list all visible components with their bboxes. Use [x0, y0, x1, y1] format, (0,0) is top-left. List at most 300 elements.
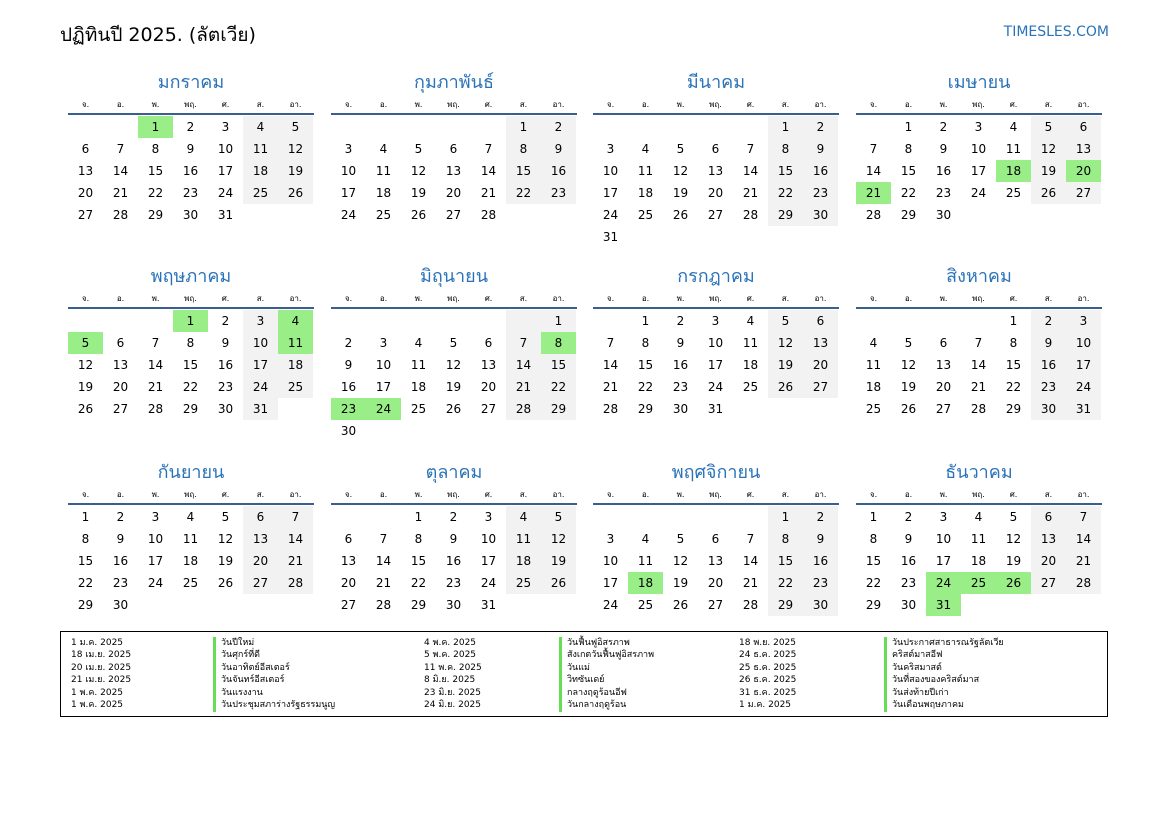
day-cell: 20 [77, 186, 94, 200]
day-cell: 31 [602, 230, 619, 244]
day-cell: 16 [541, 160, 576, 182]
day-cell: 5 [278, 116, 313, 138]
day-cell: 8 [81, 532, 90, 546]
legend-date: 1 ม.ค. 2025 [71, 638, 124, 648]
day-cell: 22 [865, 576, 882, 590]
weekday-label: ศ. [1009, 490, 1018, 499]
day-cell: 11 [182, 532, 199, 546]
day-cell: 30 [935, 208, 952, 222]
day-cell: 31 [480, 598, 497, 612]
day-cell: 30 [182, 208, 199, 222]
day-cell: 30 [672, 402, 689, 416]
day-cell: 20 [707, 186, 724, 200]
day-cell: 10 [1066, 332, 1101, 354]
day-cell: 6 [939, 336, 948, 350]
day-cell: 18 [243, 160, 278, 182]
day-cell: 9 [904, 532, 913, 546]
day-cell: 19 [672, 186, 689, 200]
empty-cell [733, 506, 768, 528]
day-cell: 19 [445, 380, 462, 394]
day-cell: 1 [768, 116, 803, 138]
day-cell: 8 [186, 336, 195, 350]
day-cell: 14 [865, 164, 882, 178]
weekday-label: ส. [256, 294, 265, 303]
weekday-header [68, 96, 314, 115]
month-name: มิถุนายน [419, 266, 489, 287]
day-cell: 22 [147, 186, 164, 200]
weekday-label: อา. [814, 294, 827, 303]
day-cell: 13 [935, 358, 952, 372]
weekday-label: ศ. [484, 294, 493, 303]
day-cell: 2 [676, 314, 685, 328]
day-cell: 17 [147, 554, 164, 568]
month-block [331, 460, 577, 616]
day-cell: 10 [340, 164, 357, 178]
day-cell: 22 [506, 182, 541, 204]
weekday-label: พ. [151, 294, 160, 303]
day-cell: 17 [1066, 354, 1101, 376]
month-name: มกราคม [157, 72, 225, 93]
weekday-header [331, 96, 577, 115]
day-cell: 7 [506, 332, 541, 354]
day-cell: 27 [707, 208, 724, 222]
day-cell: 2 [904, 510, 913, 524]
day-cell: 11 [970, 532, 987, 546]
day-cell: 28 [742, 208, 759, 222]
day-cell: 17 [217, 164, 234, 178]
day-cell: 10 [970, 142, 987, 156]
empty-cell [68, 116, 103, 138]
day-cell: 17 [480, 554, 497, 568]
legend-holiday-name: วันฟื้นฟูอิสรภาพ [567, 638, 630, 648]
weekday-label: อ. [379, 100, 388, 109]
day-cell: 18 [742, 358, 759, 372]
empty-cell [366, 506, 401, 528]
day-cell: 12 [541, 528, 576, 550]
legend-holiday-name: วันที่สองของคริสต์มาส [892, 675, 980, 686]
day-cell: 11 [243, 138, 278, 160]
day-cell: 13 [707, 554, 724, 568]
legend-holiday-name: วันเดือนพฤษภาคม [892, 700, 964, 711]
weekday-label: ส. [519, 100, 528, 109]
holiday-day: 11 [278, 332, 313, 354]
day-cell: 14 [147, 358, 164, 372]
month-block [593, 70, 839, 248]
weekday-label: พฤ. [709, 490, 722, 499]
day-cell: 15 [768, 550, 803, 572]
day-cell: 15 [541, 354, 576, 376]
day-grid [68, 310, 314, 420]
day-cell: 19 [768, 354, 803, 376]
day-cell: 29 [768, 204, 803, 226]
day-cell: 9 [803, 138, 838, 160]
day-cell: 3 [379, 336, 388, 350]
day-cell: 21 [147, 380, 164, 394]
weekday-label: พ. [676, 100, 685, 109]
day-cell: 18 [278, 354, 313, 376]
weekday-label: พ. [414, 100, 423, 109]
day-cell: 26 [541, 572, 576, 594]
day-cell: 28 [375, 598, 392, 612]
legend-holiday-name: วันส่งท้ายปีเก่า [892, 687, 949, 698]
day-cell: 3 [344, 142, 353, 156]
day-cell: 1 [541, 310, 576, 332]
day-cell: 21 [602, 380, 619, 394]
holiday-day: 5 [68, 332, 103, 354]
weekday-label: อ. [904, 490, 913, 499]
month-name: สิงหาคม [946, 266, 1012, 287]
weekday-header [856, 290, 1102, 309]
day-cell: 3 [484, 510, 493, 524]
holiday-day: 26 [996, 572, 1031, 594]
day-cell: 16 [803, 160, 838, 182]
day-cell: 29 [147, 208, 164, 222]
day-cell: 27 [1066, 182, 1101, 204]
legend-date: 1 ม.ค. 2025 [739, 700, 792, 711]
legend-date: 4 พ.ค. 2025 [424, 638, 477, 648]
weekday-label: ส. [256, 100, 265, 109]
day-cell: 5 [676, 142, 685, 156]
day-cell: 11 [742, 336, 759, 350]
day-cell: 5 [904, 336, 913, 350]
day-cell: 12 [672, 554, 689, 568]
day-cell: 1 [641, 314, 650, 328]
day-cell: 25 [637, 598, 654, 612]
day-cell: 28 [602, 402, 619, 416]
day-cell: 14 [1066, 528, 1101, 550]
day-cell: 24 [340, 208, 357, 222]
day-cell: 20 [340, 576, 357, 590]
day-cell: 7 [974, 336, 983, 350]
legend-marker [559, 637, 562, 712]
empty-cell [506, 310, 541, 332]
empty-cell [138, 310, 173, 332]
day-cell: 21 [506, 376, 541, 398]
holiday-day: 20 [1066, 160, 1101, 182]
day-cell: 8 [506, 138, 541, 160]
day-cell: 24 [243, 376, 278, 398]
day-cell: 5 [1031, 116, 1066, 138]
day-cell: 26 [410, 208, 427, 222]
day-cell: 13 [112, 358, 129, 372]
day-cell: 30 [217, 402, 234, 416]
day-cell: 10 [217, 142, 234, 156]
weekday-label: ส. [519, 294, 528, 303]
day-cell: 16 [935, 164, 952, 178]
day-cell: 3 [151, 510, 160, 524]
day-cell: 19 [1031, 160, 1066, 182]
day-cell: 21 [480, 186, 497, 200]
weekday-label: จ. [81, 294, 90, 303]
day-cell: 28 [278, 572, 313, 594]
weekday-label: จ. [606, 294, 615, 303]
weekday-label: พ. [676, 294, 685, 303]
day-cell: 30 [445, 598, 462, 612]
day-cell: 31 [217, 208, 234, 222]
day-cell: 10 [935, 532, 952, 546]
weekday-label: อา. [1077, 490, 1090, 499]
empty-cell [366, 116, 401, 138]
day-cell: 3 [974, 120, 983, 134]
day-cell: 6 [243, 506, 278, 528]
day-cell: 27 [445, 208, 462, 222]
day-cell: 9 [221, 336, 230, 350]
day-cell: 10 [375, 358, 392, 372]
weekday-label: จ. [344, 294, 353, 303]
weekday-label: อา. [814, 490, 827, 499]
weekday-header [331, 290, 577, 309]
day-grid [593, 116, 839, 248]
day-cell: 11 [637, 164, 654, 178]
empty-cell [401, 116, 436, 138]
day-cell: 27 [935, 402, 952, 416]
weekday-label: จ. [869, 100, 878, 109]
day-cell: 9 [1031, 332, 1066, 354]
day-cell: 9 [803, 528, 838, 550]
day-cell: 9 [344, 358, 353, 372]
day-cell: 27 [112, 402, 129, 416]
day-grid [331, 310, 577, 442]
empty-cell [331, 506, 366, 528]
legend-holiday-name: วันประกาศสาธารณรัฐลัตเวีย [892, 638, 1004, 648]
legend-date: 21 เม.ย. 2025 [71, 675, 132, 686]
weekday-label: พฤ. [447, 294, 460, 303]
weekday-label: ส. [781, 294, 790, 303]
empty-cell [593, 506, 628, 528]
day-cell: 10 [480, 532, 497, 546]
month-block [856, 70, 1102, 226]
month-name: กุมภาพันธ์ [414, 72, 494, 93]
weekday-header [68, 290, 314, 309]
day-cell: 16 [445, 554, 462, 568]
weekday-label: จ. [606, 100, 615, 109]
day-cell: 4 [1009, 120, 1018, 134]
day-cell: 25 [410, 402, 427, 416]
legend-date: 25 ธ.ค. 2025 [739, 662, 797, 673]
weekday-label: อ. [116, 100, 125, 109]
day-grid [331, 116, 577, 226]
holiday-day: 4 [278, 310, 313, 332]
day-cell: 1 [506, 116, 541, 138]
day-cell: 15 [1005, 358, 1022, 372]
day-cell: 29 [1005, 402, 1022, 416]
day-cell: 4 [641, 142, 650, 156]
day-cell: 28 [742, 598, 759, 612]
day-cell: 8 [641, 336, 650, 350]
day-cell: 2 [803, 506, 838, 528]
day-cell: 24 [602, 208, 619, 222]
weekday-label: ส. [1044, 100, 1053, 109]
empty-cell [593, 116, 628, 138]
day-cell: 20 [243, 550, 278, 572]
day-cell: 2 [449, 510, 458, 524]
holiday-day: 23 [331, 398, 366, 420]
day-cell: 20 [480, 380, 497, 394]
day-cell: 27 [803, 376, 838, 398]
day-cell: 18 [410, 380, 427, 394]
empty-cell [436, 310, 471, 332]
empty-cell [856, 310, 891, 332]
day-cell: 22 [768, 182, 803, 204]
day-cell: 4 [379, 142, 388, 156]
day-cell: 22 [77, 576, 94, 590]
day-cell: 21 [970, 380, 987, 394]
day-cell: 16 [217, 358, 234, 372]
day-cell: 5 [768, 310, 803, 332]
empty-cell [593, 310, 628, 332]
month-name: พฤษภาคม [150, 266, 232, 287]
weekday-label: อา. [552, 490, 565, 499]
day-cell: 28 [1066, 572, 1101, 594]
legend-date: 1 พ.ค. 2025 [71, 687, 124, 698]
empty-cell [366, 310, 401, 332]
day-cell: 4 [869, 336, 878, 350]
weekday-header [593, 96, 839, 115]
day-cell: 8 [869, 532, 878, 546]
weekday-label: ศ. [221, 490, 230, 499]
day-grid [856, 310, 1102, 420]
day-cell: 3 [711, 314, 720, 328]
legend-dates [739, 637, 796, 711]
day-cell: 21 [742, 576, 759, 590]
day-cell: 12 [77, 358, 94, 372]
legend-holiday-name: สังเกตวันฟื้นฟูอิสรภาพ [567, 650, 655, 661]
month-name: มีนาคม [686, 72, 746, 93]
day-cell: 7 [278, 506, 313, 528]
weekday-label: ส. [781, 490, 790, 499]
day-cell: 7 [746, 532, 755, 546]
day-cell: 30 [340, 424, 357, 438]
day-cell: 23 [900, 576, 917, 590]
legend-date: 31 ธ.ค. 2025 [739, 687, 797, 698]
empty-cell [856, 116, 891, 138]
day-cell: 19 [77, 380, 94, 394]
weekday-label: จ. [81, 490, 90, 499]
weekday-label: พฤ. [709, 294, 722, 303]
weekday-label: ศ. [484, 100, 493, 109]
day-cell: 12 [278, 138, 313, 160]
day-cell: 6 [484, 336, 493, 350]
day-cell: 16 [672, 358, 689, 372]
weekday-label: ศ. [484, 490, 493, 499]
day-cell: 16 [1031, 354, 1066, 376]
legend-holiday-name: วันแรงงาน [221, 687, 263, 698]
day-cell: 13 [1031, 528, 1066, 550]
day-cell: 6 [116, 336, 125, 350]
day-cell: 1 [414, 510, 423, 524]
day-cell: 6 [449, 142, 458, 156]
weekday-label: อา. [289, 100, 302, 109]
empty-cell [103, 310, 138, 332]
day-cell: 28 [506, 398, 541, 420]
day-cell: 22 [768, 572, 803, 594]
weekday-label: ศ. [221, 100, 230, 109]
day-cell: 26 [672, 208, 689, 222]
day-grid [856, 116, 1102, 226]
legend-date: 18 พ.ย. 2025 [739, 638, 797, 648]
day-cell: 23 [672, 380, 689, 394]
weekday-label: อ. [641, 294, 650, 303]
day-cell: 13 [77, 164, 94, 178]
empty-cell [961, 310, 996, 332]
weekday-label: อา. [289, 490, 302, 499]
empty-cell [698, 116, 733, 138]
weekday-label: อ. [904, 294, 913, 303]
day-cell: 2 [541, 116, 576, 138]
day-cell: 9 [186, 142, 195, 156]
day-cell: 7 [151, 336, 160, 350]
day-cell: 6 [803, 310, 838, 332]
day-cell: 30 [803, 594, 838, 616]
day-cell: 2 [116, 510, 125, 524]
day-cell: 23 [445, 576, 462, 590]
day-cell: 9 [116, 532, 125, 546]
day-cell: 26 [217, 576, 234, 590]
day-cell: 14 [602, 358, 619, 372]
day-cell: 3 [939, 510, 948, 524]
day-cell: 21 [375, 576, 392, 590]
day-cell: 17 [375, 380, 392, 394]
legend-holiday-name: วิทซันเดย์ [567, 675, 605, 686]
empty-cell [68, 310, 103, 332]
page-title: ปฏิทินปี 2025. (ลัตเวีย) [60, 24, 256, 46]
day-cell: 29 [410, 598, 427, 612]
day-cell: 19 [1005, 554, 1022, 568]
day-cell: 2 [939, 120, 948, 134]
empty-cell [628, 506, 663, 528]
day-grid [593, 310, 839, 420]
weekday-label: จ. [869, 294, 878, 303]
day-cell: 13 [243, 528, 278, 550]
day-cell: 7 [746, 142, 755, 156]
day-cell: 24 [147, 576, 164, 590]
weekday-label: อา. [552, 294, 565, 303]
weekday-label: อา. [1077, 100, 1090, 109]
day-cell: 17 [243, 354, 278, 376]
weekday-label: ส. [256, 490, 265, 499]
day-cell: 18 [182, 554, 199, 568]
day-cell: 29 [900, 208, 917, 222]
month-name: เมษายน [947, 72, 1011, 93]
weekday-label: ศ. [1009, 294, 1018, 303]
month-block [856, 460, 1102, 616]
day-cell: 10 [147, 532, 164, 546]
legend-date: 18 เม.ย. 2025 [71, 650, 132, 661]
day-cell: 9 [676, 336, 685, 350]
site-link[interactable]: TIMESLES.COM [1003, 24, 1109, 40]
day-cell: 19 [278, 160, 313, 182]
weekday-label: พ. [414, 294, 423, 303]
day-cell: 14 [278, 528, 313, 550]
day-cell: 30 [803, 204, 838, 226]
weekday-label: พฤ. [972, 100, 985, 109]
day-cell: 20 [445, 186, 462, 200]
legend-date: 24 มิ.ย. 2025 [424, 700, 482, 711]
weekday-label: อ. [641, 100, 650, 109]
day-cell: 1 [81, 510, 90, 524]
weekday-header [68, 486, 314, 505]
day-cell: 23 [935, 186, 952, 200]
weekday-label: ส. [1044, 490, 1053, 499]
day-cell: 23 [1031, 376, 1066, 398]
day-cell: 22 [182, 380, 199, 394]
empty-cell [103, 116, 138, 138]
month-block [593, 460, 839, 616]
month-block [68, 264, 314, 420]
day-cell: 19 [541, 550, 576, 572]
legend-holiday-name: วันประชุมสภาร่างรัฐธรรมนูญ [221, 700, 336, 711]
day-cell: 16 [803, 550, 838, 572]
